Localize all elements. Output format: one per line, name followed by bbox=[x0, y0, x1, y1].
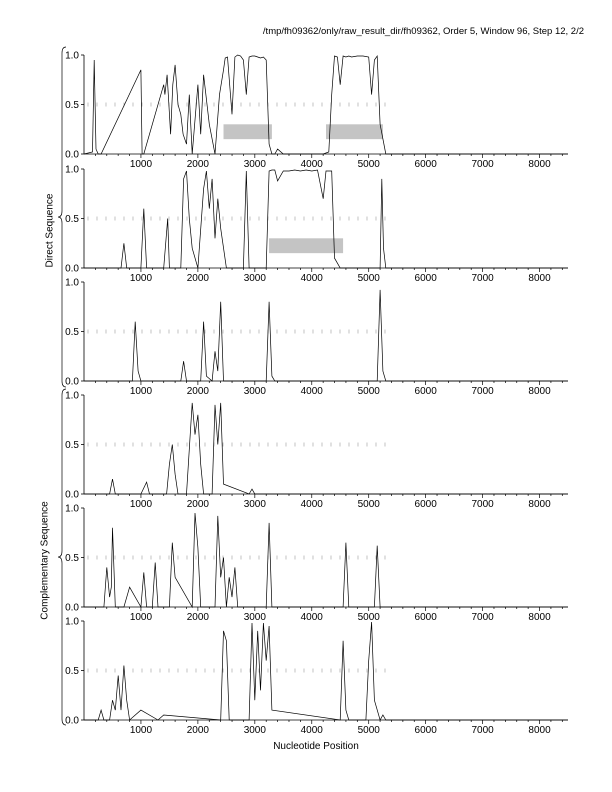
y-tick-label: 0.5 bbox=[65, 327, 79, 338]
y-tick-label: 1.0 bbox=[65, 616, 79, 628]
x-axis-label: Nucleotide Position bbox=[273, 741, 359, 752]
y-tick-label: 1.0 bbox=[65, 50, 79, 62]
y-tick-label: 0.0 bbox=[65, 489, 79, 501]
y-tick-label: 1.0 bbox=[65, 277, 79, 289]
x-tick-label: 5000 bbox=[357, 725, 380, 736]
x-tick-label: 8000 bbox=[528, 499, 551, 510]
coding-potential-line bbox=[84, 403, 568, 494]
x-tick-label: 2000 bbox=[186, 499, 210, 510]
coding-potential-line bbox=[84, 622, 568, 720]
x-tick-label: 4000 bbox=[300, 499, 323, 510]
coding-potential-line bbox=[84, 290, 568, 381]
panel-4 bbox=[65, 391, 568, 511]
y-tick-label: 1.0 bbox=[65, 390, 79, 402]
x-tick-label: 4000 bbox=[300, 386, 323, 397]
direct-sequence-label: Direct Sequence bbox=[44, 193, 56, 268]
x-tick-label: 4000 bbox=[300, 725, 323, 736]
x-tick-label: 1000 bbox=[129, 159, 153, 170]
coding-potential-line bbox=[84, 513, 568, 607]
y-tick-label: 0.5 bbox=[65, 666, 79, 677]
y-tick-label: 0.5 bbox=[65, 214, 79, 225]
x-tick-label: 4000 bbox=[300, 159, 323, 170]
y-tick-label: 0.5 bbox=[65, 553, 79, 564]
panel-5 bbox=[65, 504, 568, 624]
y-tick-label: 1.0 bbox=[65, 503, 79, 515]
y-tick-label: 0.0 bbox=[65, 715, 79, 727]
coding-potential-line bbox=[84, 170, 568, 268]
y-tick-label: 0.5 bbox=[65, 100, 79, 111]
x-tick-label: 5000 bbox=[357, 386, 380, 397]
x-tick-label: 2000 bbox=[186, 386, 210, 397]
x-tick-label: 2000 bbox=[186, 725, 210, 736]
x-tick-label: 8000 bbox=[528, 386, 551, 397]
x-tick-label: 2000 bbox=[186, 612, 210, 623]
x-tick-label: 7000 bbox=[471, 386, 494, 397]
x-tick-label: 1000 bbox=[129, 499, 153, 510]
x-tick-label: 6000 bbox=[414, 612, 437, 623]
x-tick-label: 6000 bbox=[414, 725, 437, 736]
panel-6 bbox=[65, 617, 568, 737]
x-tick-label: 7000 bbox=[471, 725, 494, 736]
x-tick-label: 1000 bbox=[129, 725, 153, 736]
panel-3 bbox=[65, 278, 568, 398]
x-tick-label: 3000 bbox=[243, 159, 266, 170]
x-tick-label: 7000 bbox=[471, 612, 494, 623]
x-tick-label: 2000 bbox=[186, 159, 210, 170]
complementary-sequence-label: Complementary Sequence bbox=[39, 501, 51, 620]
annotation-box bbox=[326, 124, 383, 139]
x-tick-label: 8000 bbox=[528, 273, 551, 284]
x-tick-label: 6000 bbox=[414, 273, 437, 284]
x-tick-label: 6000 bbox=[414, 386, 437, 397]
panel-1 bbox=[65, 51, 568, 171]
x-tick-label: 4000 bbox=[300, 612, 323, 623]
y-tick-label: 1.0 bbox=[65, 164, 79, 176]
x-tick-label: 4000 bbox=[300, 273, 323, 284]
x-tick-label: 8000 bbox=[528, 725, 551, 736]
x-tick-label: 7000 bbox=[471, 273, 494, 284]
x-tick-label: 1000 bbox=[129, 273, 153, 284]
annotation-box bbox=[269, 238, 343, 253]
y-tick-label: 0.0 bbox=[65, 263, 79, 275]
x-tick-label: 3000 bbox=[243, 386, 266, 397]
x-tick-label: 5000 bbox=[357, 499, 380, 510]
x-tick-label: 6000 bbox=[414, 159, 437, 170]
x-tick-label: 7000 bbox=[471, 159, 494, 170]
x-tick-label: 3000 bbox=[243, 499, 266, 510]
panel-2 bbox=[65, 165, 568, 285]
x-tick-label: 8000 bbox=[528, 612, 551, 623]
x-tick-label: 5000 bbox=[357, 612, 380, 623]
x-tick-label: 8000 bbox=[528, 159, 551, 170]
x-tick-label: 3000 bbox=[243, 273, 266, 284]
x-tick-label: 7000 bbox=[471, 499, 494, 510]
x-tick-label: 2000 bbox=[186, 273, 210, 284]
x-tick-label: 1000 bbox=[129, 386, 153, 397]
annotation-box bbox=[224, 124, 272, 139]
x-tick-label: 5000 bbox=[357, 159, 380, 170]
x-tick-label: 6000 bbox=[414, 499, 437, 510]
x-tick-label: 3000 bbox=[243, 612, 266, 623]
y-tick-label: 0.0 bbox=[65, 376, 79, 388]
x-tick-label: 5000 bbox=[357, 273, 380, 284]
y-tick-label: 0.0 bbox=[65, 149, 79, 161]
figure-header: /tmp/fh09362/only/raw_result_dir/fh09362, Order 5, Window 96, Step 12, 2/2 bbox=[262, 26, 584, 37]
x-tick-label: 3000 bbox=[243, 725, 266, 736]
y-tick-label: 0.5 bbox=[65, 440, 79, 451]
y-tick-label: 0.0 bbox=[65, 602, 79, 614]
x-tick-label: 1000 bbox=[129, 612, 153, 623]
